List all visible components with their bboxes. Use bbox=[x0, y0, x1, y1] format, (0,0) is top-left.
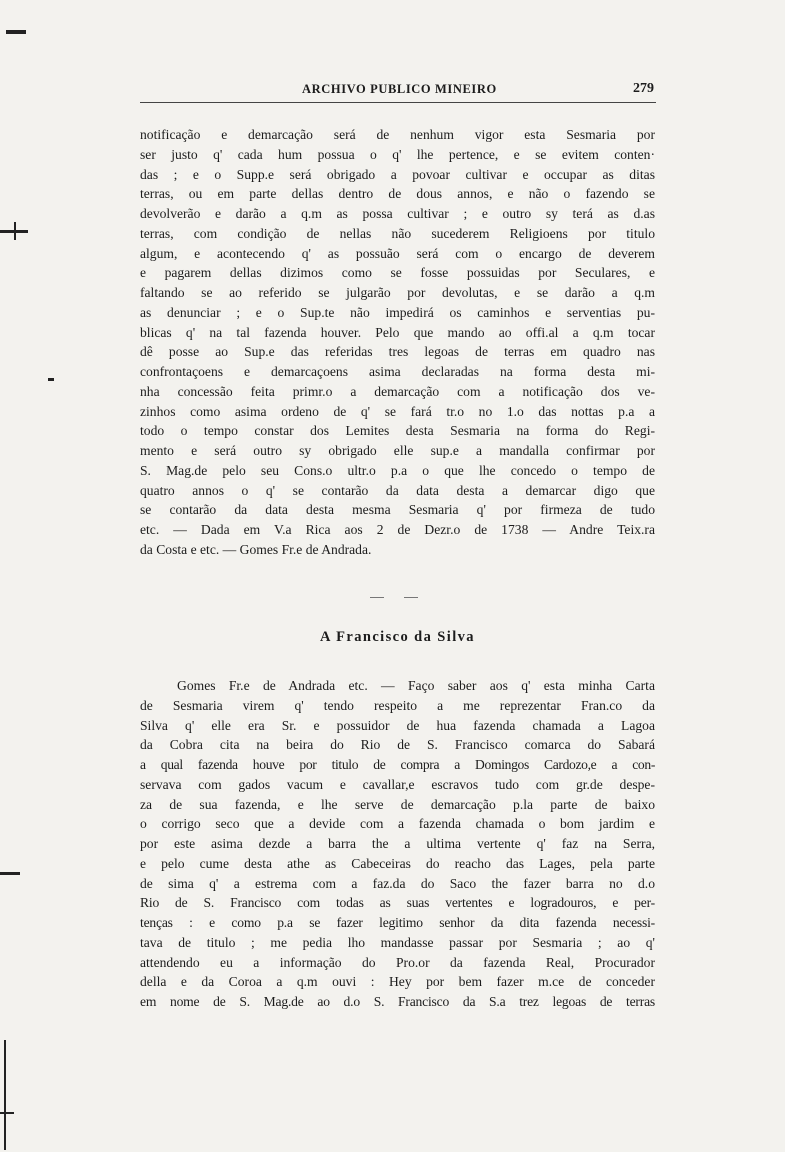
text-line: por este asima dezde a barra the a ultima vertente q' faz na Serra, bbox=[140, 836, 655, 851]
section-separator bbox=[370, 597, 420, 601]
paragraph-sesmaria bbox=[140, 676, 655, 1012]
text-line: algum, e acontecendo q' as possuão será com o encargo de deverem bbox=[140, 245, 655, 261]
header-rule bbox=[140, 102, 656, 103]
text-line: terras, com condição de nellas não sucederem Religioens por titulo bbox=[140, 225, 655, 241]
text-line: da Cobra cita na beira do Rio de S. Francisco comarca do Sabará bbox=[140, 737, 655, 753]
text-line: ser justo q' cada hum possua o q' lhe pertence, e se evitem conten· bbox=[140, 146, 655, 162]
text-line: das ; e o Supp.e será obrigado a povoar cultivar e occupar as ditas bbox=[140, 166, 655, 182]
text-line: de Sesmaria virem q' tendo respeito a me reprezentar Fran.co da bbox=[140, 697, 655, 713]
text-line: em nome de S. Mag.de ao d.o S. Francisco da S.a trez legoas de terras bbox=[140, 994, 655, 1009]
scan-mark bbox=[4, 1040, 6, 1150]
text-line: servava com gados vacum e cavallar,e escravos tudo com gr.de despe- bbox=[140, 776, 655, 792]
text-line: se contarão da data desta mesma Sesmaria q' por firmeza de tudo bbox=[140, 502, 655, 518]
text-line: Silva q' elle era Sr. e possuidor de hua fazenda chamada a Lagoa bbox=[140, 717, 655, 733]
text-line: quatro annos o q' se contarão da data desta a demarcar digo que bbox=[140, 482, 655, 498]
scan-mark bbox=[0, 872, 20, 875]
text-line: as denunciar ; e o Sup.te não impedirá os caminhos e serventias pu- bbox=[140, 304, 655, 320]
text-line: tenças : e como p.a se fazer legitimo senhor da dita fazenda necessi- bbox=[140, 915, 655, 930]
text-line: devolverão e darão a q.m as possa cultivar ; e outro sy terá as d.as bbox=[140, 206, 655, 221]
text-line: e pagarem dellas dizimos como se fosse possuidas por Seculares, e bbox=[140, 265, 655, 281]
text-line: da Costa e etc. — Gomes Fr.e de Andrada. bbox=[140, 541, 372, 557]
running-header bbox=[142, 82, 656, 104]
page-number: 279 bbox=[633, 81, 654, 96]
text-line: zinhos como asima ordeno de q' se fará tr.o no 1.o das nottas p.a a bbox=[140, 403, 655, 419]
section-title: A Francisco da Silva bbox=[320, 629, 475, 645]
text-line: de sima q' a estrema com a faz.da do Saco the fazer barra no d.o bbox=[140, 875, 655, 891]
scan-mark bbox=[48, 378, 54, 381]
text-line: Gomes Fr.e de Andrada etc. — Faço saber aos q' esta minha Carta bbox=[177, 678, 655, 693]
running-title: ARCHIVO PUBLICO MINEIRO bbox=[302, 82, 497, 96]
text-line: confrontaçoens e demarcaçoens asima declaradas na forma desta mi- bbox=[140, 364, 655, 379]
text-line: della e da Coroa a q.m ouvi : Hey por bem fazer m.ce de conceder bbox=[140, 974, 655, 990]
paragraph-continued bbox=[140, 125, 655, 560]
text-line: Rio de S. Francisco com todas as suas vertentes e logradouros, e per- bbox=[140, 895, 655, 911]
text-line: za de sua fazenda, e lhe serve de demarcação p.la parte de baixo bbox=[140, 796, 655, 812]
text-line: terras, ou em parte dellas dentro de dous annos, e não o fazendo se bbox=[140, 186, 655, 202]
text-line: e pelo cume desta athe as Cabeceiras do reacho das Lages, pela parte bbox=[140, 855, 655, 871]
text-line: S. Mag.de pelo seu Cons.o ultr.o p.a o que lhe concedo o tempo de bbox=[140, 462, 655, 478]
text-line: o corrigo seco que a devide com a fazenda chamada o bom jardim e bbox=[140, 816, 655, 832]
text-line: notificação e demarcação será de nenhum vigor esta Sesmaria por bbox=[140, 127, 655, 142]
scan-mark bbox=[14, 222, 16, 240]
text-line: dê posse ao Sup.e das referidas tres legoas de terras em quadro nas bbox=[140, 344, 655, 360]
text-line: a qual fazenda houve por titulo de compra a Domingos Cardozo,e a con- bbox=[140, 757, 655, 772]
text-line: blicas q' na tal fazenda houver. Pelo que mando ao offi.al a q.m tocar bbox=[140, 324, 655, 340]
scan-mark bbox=[6, 30, 26, 34]
text-line: etc. — Dada em V.a Rica aos 2 de Dezr.o de 1738 — Andre Teix.ra bbox=[140, 522, 655, 537]
text-line: mento e será outro sy obrigado elle sup.e a mandalla confirmar por bbox=[140, 443, 655, 458]
text-line: todo o tempo constar dos Lemites desta Sesmaria na forma do Regi- bbox=[140, 423, 655, 439]
text-line: nha concessão feita primr.o a demarcação com a notificação dos ve- bbox=[140, 383, 655, 399]
text-line: tava de titulo ; me pedia lho mandasse passar por Sesmaria ; ao q' bbox=[140, 934, 655, 950]
scan-mark bbox=[0, 1112, 14, 1114]
text-line: attendendo eu a informação do Pro.or da fazenda Real, Procurador bbox=[140, 954, 655, 970]
text-line: faltando se ao referido se julgarão por devolutas, e se darão a q.m bbox=[140, 285, 655, 300]
